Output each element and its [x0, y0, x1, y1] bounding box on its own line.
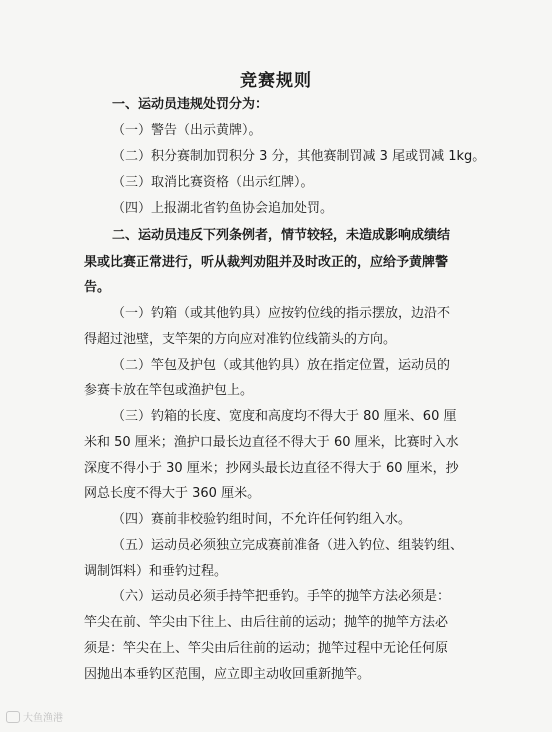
paragraph-line: （二）积分赛制加罚积分 3 分，其他赛制罚减 3 尾或罚减 1kg。: [112, 149, 486, 164]
paragraph-line: 须是：竿尖在上、竿尖由后往前的运动；抛竿过程中无论任何原: [84, 641, 449, 656]
section-heading-2: 二、运动员违反下列条例者，情节较轻，未造成影响成绩结: [112, 228, 451, 243]
paragraph-line: 竿尖在前、竿尖由下往上、由后往前的运动；抛竿的抛竿方法必: [84, 615, 449, 630]
paragraph-line: 得超过池壁，支竿架的方向应对准钓位线箭头的方向。: [84, 332, 397, 347]
paragraph-line: 米和 50 厘米；渔护口最长边直径不得大于 60 厘米，比赛时入水: [84, 435, 459, 450]
watermark-text: 大鱼渔港: [23, 713, 63, 724]
paragraph-line: （六）运动员必须手持竿把垂钓。手竿的抛竿方法必须是：: [112, 589, 451, 604]
paragraph-line: （四）上报湖北省钓鱼协会追加处罚。: [112, 201, 334, 216]
section-heading-2: 果或比赛正常进行，听从裁判劝阻并及时改正的，应给予黄牌警: [84, 255, 449, 270]
paragraph-line: （一）钓箱（或其他钓具）应按钓位线的指示摆放，边沿不: [112, 306, 451, 321]
paragraph-line: 深度不得小于 30 厘米；抄网头最长边直径不得大于 60 厘米，抄: [84, 461, 459, 476]
watermark: [6, 709, 63, 724]
paragraph-line: 因抛出本垂钓区范围，应立即主动收回重新抛竿。: [84, 667, 371, 682]
paragraph-line: （四）赛前非校验钓组时间，不允许任何钓组入水。: [112, 512, 412, 527]
section-heading-2: 告。: [84, 280, 111, 295]
section-heading-1: 一、运动员违规处罚分为：: [112, 97, 269, 112]
paragraph-line: 参赛卡放在竿包或渔护包上。: [84, 383, 254, 398]
paragraph-line: 调制饵料）和垂钓过程。: [84, 564, 228, 579]
camera-icon: [6, 711, 20, 723]
document-title: 竞赛规则: [240, 71, 312, 91]
paragraph-line: 网总长度不得大于 360 厘米。: [84, 486, 261, 501]
paragraph-line: （三）钓箱的长度、宽度和高度均不得大于 80 厘米、60 厘: [112, 409, 457, 424]
paragraph-line: （一）警告（出示黄牌）。: [112, 123, 262, 138]
paragraph-line: （二）竿包及护包（或其他钓具）放在指定位置，运动员的: [112, 358, 451, 373]
paragraph-line: （五）运动员必须独立完成赛前准备（进入钓位、组装钓组、: [112, 538, 464, 553]
paragraph-line: （三）取消比赛资格（出示红牌）。: [112, 175, 314, 190]
